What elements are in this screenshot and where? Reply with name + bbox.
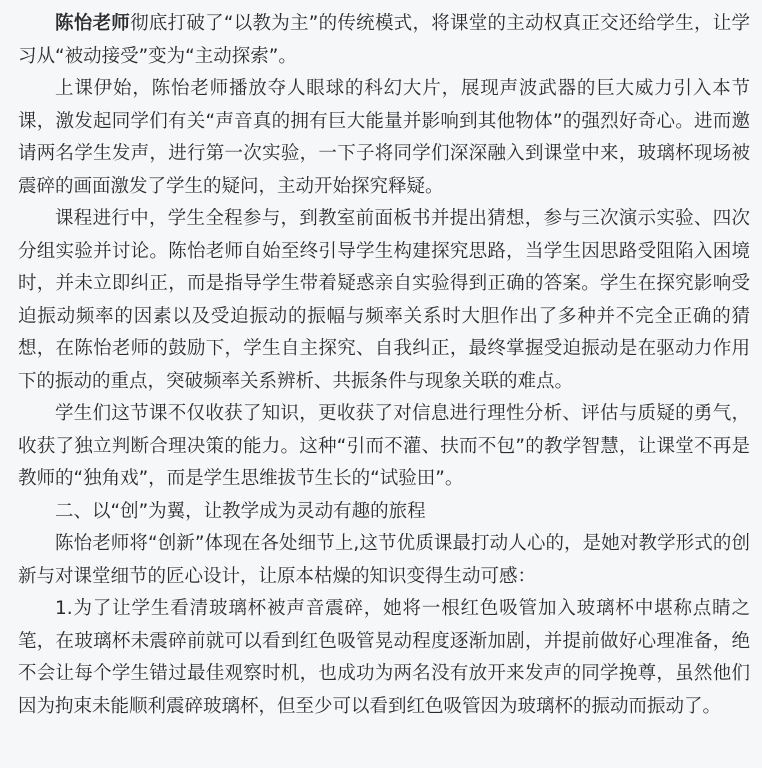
paragraph-gains: 学生们这节课不仅收获了知识，更收获了对信息进行理性分析、评估与质疑的勇气，收获了独立判断合理决策的能力。这种“引而不灌、扶而不包”的教学智慧，让课堂不再是教师的“独角戏”，而是学生思维拔节生长的“试验田”。 xyxy=(18,403,750,489)
teacher-name-bold: 陈怡老师 xyxy=(55,13,131,34)
paragraph-intro-text: 彻底打破了“以教为主”的传统模式，将课堂的主动权真正交还给学生，让学习从“被动接受”变为“主动探索”。 xyxy=(18,13,750,67)
paragraph-process: 课程进行中，学生全程参与，到教室前面板书并提出猜想，参与三次演示实验、四次分组实验并讨论。陈怡老师自始至终引导学生构建探究思路，当学生因思路受阻陷入困境时，并未立即纠正，而是指导学生带着疑惑亲自实验得到正确的答案。学生在探究影响受迫振动频率的因素以及受迫振动的振幅与频率关系时大胆作出了多种并不完全正确的猜想，在陈怡老师的鼓励下，学生自主探究、自我纠正，最终掌握受迫振动是在驱动力作用下的振动的重点，突破频率关系辨析、共振条件与现象关联的难点。 xyxy=(18,208,750,392)
paragraph-opening: 上课伊始，陈怡老师播放夺人眼球的科幻大片，展现声波武器的巨大威力引入本节课，激发起同学们有关“声音真的拥有巨大能量并影响到其他物体”的强烈好奇心。进而邀请两名学生发声，进行第一次实验，一下子将同学们深深融入到课堂中来，玻璃杯现场被震碎的画面激发了学生的疑问，主动开始探究释疑。 xyxy=(18,78,750,197)
section-heading: 二、以“创”为翼，让教学成为灵动有趣的旅程 xyxy=(55,500,426,522)
paragraph-point-1: 1.为了让学生看清玻璃杯被声音震碎，她将一根红色吸管加入玻璃杯中堪称点睛之笔，在玻璃杯未震碎前就可以看到红色吸管晃动程度逐渐加剧，并提前做好心理准备，绝不会让每个学生错过最佳观察时机，也成功为两名没有放开来发声的同学挽尊，虽然他们因为拘束未能顺利震碎玻璃杯，但至少可以看到红色吸管因为玻璃杯的振动而振动了。 xyxy=(18,598,750,717)
paragraph-innovation: 陈怡老师将“创新”体现在各处细节上,这节优质课最打动人心的，是她对教学形式的创新与对课堂细节的匠心设计，让原本枯燥的知识变得生动可感： xyxy=(18,533,750,587)
paragraph-intro xyxy=(18,8,750,73)
